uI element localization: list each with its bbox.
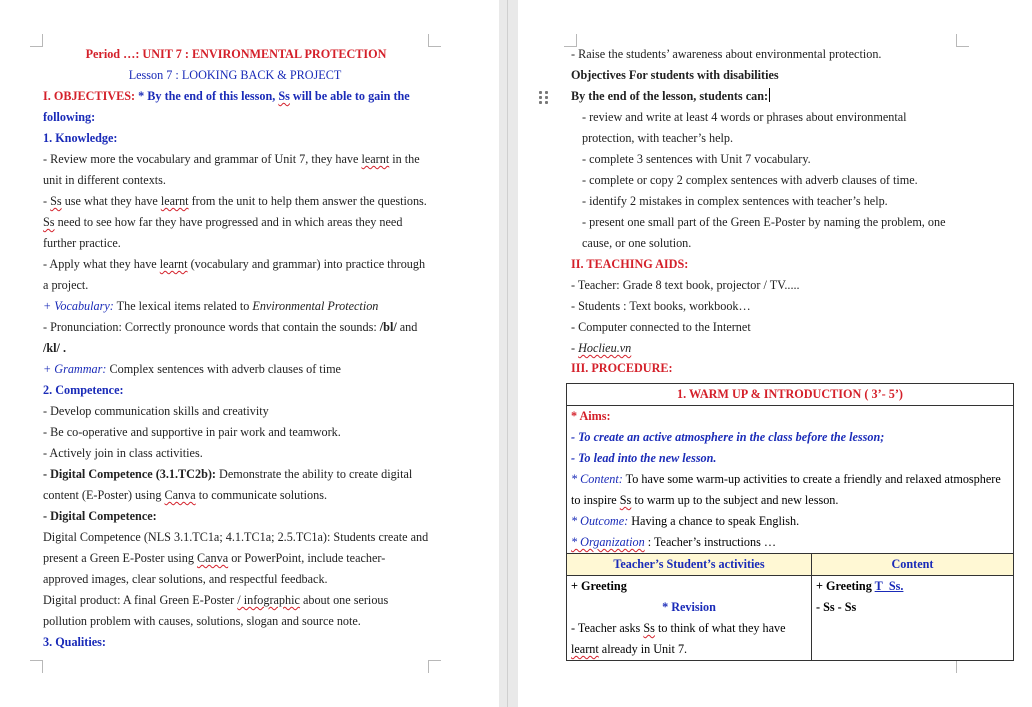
ss-pair: - Ss - Ss <box>816 600 857 614</box>
aim-item: - To lead into the new lesson. <box>571 451 717 465</box>
competence-heading: 2. Competence: <box>43 383 124 397</box>
procedure-table <box>566 383 1014 661</box>
knowledge-heading: 1. Knowledge: <box>43 131 118 145</box>
vocabulary-line: + Vocabulary: The lexical items related to Environmental Protection <box>43 299 379 313</box>
page-gutter <box>499 0 518 707</box>
disability-item: - present one small part of the Green E-Poster by naming the problem, one <box>582 215 946 229</box>
digital-product-line: Digital product: A final Green E-Poster / infographic about one serious <box>43 593 389 607</box>
knowledge-item-1-cont: unit in different contexts. <box>43 173 166 187</box>
by-end-line[interactable]: By the end of the lesson, students can: <box>571 89 769 103</box>
organization-line: * Organization : Teacher’s instructions … <box>571 535 777 549</box>
disability-item: - complete or copy 2 complex sentences with adverb clauses of time. <box>582 173 918 187</box>
disability-item: - review and write at least 4 words or phrases about environmental <box>582 110 907 124</box>
teaching-aid-item: - Students : Text books, workbook… <box>571 299 751 313</box>
digital-competence-line-cont: content (E-Poster) using Canva to communicate solutions. <box>43 488 327 502</box>
crop-mark <box>428 660 441 673</box>
document-page-left <box>0 0 499 707</box>
qualities-heading: 3. Qualities: <box>43 635 106 649</box>
outcome-line: * Outcome: Having a chance to speak English. <box>571 514 800 528</box>
digital-competence-line: - Digital Competence (3.1.TC2b): Demonstrate the ability to create digital <box>43 467 413 481</box>
objectives-line: I. OBJECTIVES: * By the end of this lesson, Ss will be able to gain the <box>43 89 410 103</box>
pronunciation-line-cont: /kl/ . <box>43 341 67 355</box>
content-line: * Content: To have some warm-up activities to create a friendly and relaxed atmosphere <box>571 472 1001 486</box>
crop-mark <box>956 34 969 47</box>
digital-competence-paragraph: Digital Competence (NLS 3.1.TC1a; 4.1.TC1a; 2.5.TC1a): Students create and <box>43 530 429 544</box>
teaching-aid-item: - Computer connected to the Internet <box>571 320 751 334</box>
procedure-heading: III. PROCEDURE: <box>571 361 673 375</box>
activities-cell <box>567 576 812 661</box>
knowledge-item-3-cont: a project. <box>43 278 89 292</box>
text-cursor <box>769 88 770 102</box>
digital-product-line-cont: pollution problem with causes, solutions, slogan and source note. <box>43 614 361 628</box>
competence-item: - Actively join in class activities. <box>43 446 203 460</box>
grammar-line: + Grammar: Complex sentences with adverb clauses of time <box>43 362 341 376</box>
objectives-line-cont: following: <box>43 110 96 124</box>
content-cell <box>812 576 1014 661</box>
knowledge-item-2-cont: Ss need to see how far they have progressed and in which areas they need <box>43 215 403 229</box>
pronunciation-line: - Pronunciation: Correctly pronounce words that contain the sounds: /bl/ and <box>43 320 418 334</box>
period-title: Period …: UNIT 7 : ENVIRONMENTAL PROTECTION <box>85 47 387 61</box>
teacher-asks-line: - Teacher asks Ss to think of what they have <box>571 621 786 635</box>
greeting-label: + Greeting <box>571 579 627 593</box>
lesson-title: Lesson 7 : LOOKING BACK & PROJECT <box>128 68 342 82</box>
disability-item: - complete 3 sentences with Unit 7 vocabulary. <box>582 152 811 166</box>
disabilities-heading: Objectives For students with disabilities <box>571 68 779 82</box>
disability-item-cont: protection, with teacher’s help. <box>582 131 734 145</box>
col-header-activities: Teacher’s Student’s activities <box>567 554 812 576</box>
warmup-details <box>567 406 1014 554</box>
teacher-asks-line-cont: learnt already in Unit 7. <box>571 642 688 656</box>
disability-item-cont: cause, or one solution. <box>582 236 692 250</box>
knowledge-item-3: - Apply what they have learnt (vocabulary and grammar) into practice through <box>43 257 426 271</box>
col-header-content: Content <box>812 554 1014 576</box>
awareness-line: - Raise the students’ awareness about environmental protection. <box>571 47 882 61</box>
teaching-aids-heading: II. TEACHING AIDS: <box>571 257 689 271</box>
content-line-cont: to inspire Ss to warm up to the subject and new lesson. <box>571 493 839 507</box>
knowledge-item-2: - Ss use what they have learnt from the unit to help them answer the questions. <box>43 194 427 208</box>
section-title: 1. WARM UP & INTRODUCTION ( 3’- 5’) <box>567 384 1014 406</box>
greeting-content: + Greeting T_Ss. <box>816 579 904 593</box>
crop-mark <box>30 660 43 673</box>
digital-competence-paragraph-cont: present a Green E-Poster using Canva or PowerPoint, include teacher- <box>43 551 386 565</box>
digital-competence-paragraph-cont2: approved images, clear solutions, and respectful feedback. <box>43 572 328 586</box>
hoclieu-link[interactable]: Hoclieu.vn <box>578 341 632 355</box>
drag-handle-icon[interactable] <box>538 90 550 106</box>
crop-mark <box>956 660 969 673</box>
teaching-aid-item: - Hoclieu.vn <box>571 341 632 355</box>
knowledge-item-2-cont2: further practice. <box>43 236 121 250</box>
teaching-aid-item: - Teacher: Grade 8 text book, projector / TV..... <box>571 278 800 292</box>
aims-label: * Aims: <box>571 409 611 423</box>
competence-item: - Develop communication skills and creativity <box>43 404 269 418</box>
digital-competence-heading: - Digital Competence: <box>43 509 157 523</box>
knowledge-item-1: - Review more the vocabulary and grammar of Unit 7, they have learnt in the <box>43 152 420 166</box>
revision-label: * Revision <box>662 600 716 614</box>
document-page-right <box>518 0 1032 707</box>
competence-item: - Be co-operative and supportive in pair work and teamwork. <box>43 425 341 439</box>
disability-item: - identify 2 mistakes in complex sentences with teacher’s help. <box>582 194 888 208</box>
aim-item: - To create an active atmosphere in the class before the lesson; <box>571 430 885 444</box>
